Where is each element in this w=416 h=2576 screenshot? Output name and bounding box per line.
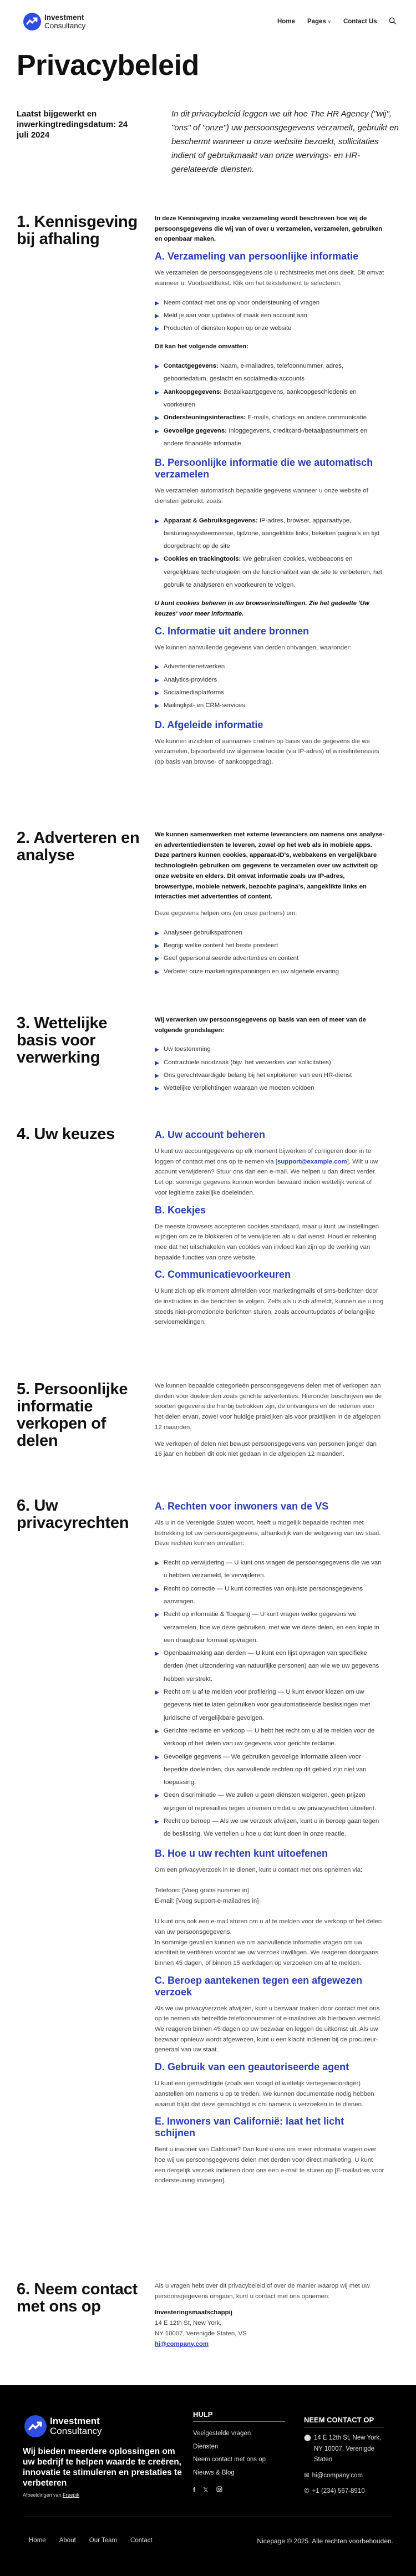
brand-name-bold: Investment [50,2416,100,2426]
image-credit [23,2492,79,2498]
x-icon[interactable]: 𝕏 [203,2486,209,2494]
item-text: Openbaarmaking aan derden — U kunt een lijst opvragen van specifieke derden (met uitzondering van natuurlijke personen) aan wie we uw gegevens hebben verstrekt. [164,1650,379,1683]
site-footer [0,2385,416,2576]
text-line [155,1906,385,1917]
item-text: Analyseer gebruikspatronen [164,929,242,936]
item-text: Geef gepersonaliseerde advertenties en content [164,955,299,962]
chevron-down-icon: ∨ [326,19,331,24]
item-label: Aankoopgegevens: [164,388,222,395]
list-item [155,966,385,978]
paragraph: We verkopen of delen niet bewust persoonsgegevens van personen jonger dan 16 jaar en hebben dit ook niet gedaan in de afgelopen 12 maanden. [155,1440,377,1458]
text-line [155,1875,385,1886]
section-content [155,2281,385,2385]
trend-arrow-logo-icon [24,2415,47,2437]
section-heading: 6. Uw privacyrechten [17,1497,129,1532]
list-item [155,1043,385,1056]
brand-logo[interactable] [23,13,85,31]
item-text: Betaalkaartgegevens, aankoopgeschiedenis en voorkeuren [164,388,357,408]
list-item [155,515,385,553]
paragraph: Als u in de Verenigde Staten woont, heeft u mogelijk bepaalde rechten met betrekking tot uw persoonsgegevens, afhankelijk van de wetgeving van uw staat. Deze rechten kunnen omvatten: [155,1520,381,1547]
contact-title: NEEM CONTACT OP [304,2416,384,2427]
item-label: Cookies en trackingtools: [164,556,241,563]
email-link[interactable]: support@example.com [277,1158,347,1165]
bullet-list [155,360,385,450]
paragraph: Als we uw privacyverzoek afwijzen, kunt u bezwaar maken door contact met ons op te nemen via hetzelfde telefoonnummer of e-mailadres als hierboven vermeld. We reageren binnen 45 dagen op uw bezwaar en leggen de uitkomst uit. Als uw bezwaar opnieuw wordt afgewezen, kunt u een klacht indienen bij de procureur-generaal van uw staat. [155,2005,382,2054]
item-text: Advertentienetwerken [164,663,225,670]
paragraph: U kunt cookies beheren in uw browserinstellingen. Zie het gedeelte 'Uw keuzes' voor meer informatie. [155,600,369,618]
item-text: IP-adres, browser, apparaattype, besturingssysteemversie, tijdzone, aangeklikte links, bekeken pagina's en tijd doorgebracht op de site [164,517,380,550]
item-text: Recht om u af te melden voor profilering — U kunt ervoor kiezen om uw gegevens niet te laten gebruiken voor geautomatiseerde beslissingen met juridische of vergelijkbare gevolgen. [164,1689,371,1721]
nav-home[interactable]: Home [277,18,295,25]
list-item [155,322,385,335]
contact-column [304,2416,384,2502]
paragraph: Bent u inwoner van Californië? Dan kunt u ons om meer informatie vragen over hoe wij uw persoonsgegevens delen met derden voor direct marketing. U kunt een dergelijk verzoek indienen door ons een e-mail te sturen op [E-mailadres voor ondersteuning invoegen]. [155,2146,384,2184]
bullet-list [155,927,385,978]
section-content [155,1126,385,1381]
list-item [155,386,385,412]
paragraph: De meeste browsers accepteren cookies standaard, maar u kunt uw instellingen wijzigen om ze te blokkeren of te verwijderen als u dat wenst. Houd er rekening mee dat het uitschakelen van cookies van invloed kan zijn op de werking van bepaalde functies van onze website. [155,1223,379,1261]
list-item [155,939,385,952]
section-heading: 1. Kennisgeving bij afhaling [17,213,138,248]
section-heading: 5. Persoonlijke informatie verkopen of delen [17,1380,128,1450]
phone-icon: ✆ [304,2488,310,2494]
subsection-heading: C. Beroep aantekenen tegen een afgewezen verzoek [155,1974,363,1998]
subsection-heading: B. Koekjes [155,1204,206,1216]
item-text: Verbeter onze marketinginspanningen en uw algehele ervaring [164,968,339,975]
paragraph: We kunnen aanvullende gegevens van derden ontvangen, waaronder: [155,644,352,651]
item-text: Recht op informatie & Toegang — U kunt vragen welke gegevens we verzamelen, hoe we deze gebruiken, met wie we deze delen, en een kopie in een draagbaar formaat opvragen. [164,1611,379,1644]
policy-section [0,1381,416,1497]
list-item [155,1557,385,1583]
help-title: HULP [193,2410,285,2422]
item-text: Recht op verwijdering — U kunt ons vragen de persoonsgegevens die we van u hebben verzameld, te verwijderen. [164,1559,382,1579]
search-icon[interactable] [389,17,396,27]
brand-name-bold: Investment [44,13,84,22]
nav-pages-label: Pages [307,18,326,25]
paragraph: We verzamelen de persoonsgegevens die u rechtstreeks met ons deelt. Dit omvat wanneer u: Voorbeeldtekst. Klik om het tekstelement te selecteren. [155,270,384,287]
policy-section [0,214,416,830]
policy-section [0,1126,416,1381]
list-item [155,1647,385,1686]
list-item [155,1725,385,1751]
bottom-nav [29,2537,153,2544]
section-content [155,1497,385,2281]
last-updated: Laatst bijgewerkt en inwerkingtredingsdatum: 24 juli 2024 [17,109,128,140]
item-text: Meld je aan voor updates of maak een account aan [164,312,307,319]
subsection-heading: D. Afgeleide informatie [155,719,263,730]
footer-link-services[interactable]: Diensten [193,2443,219,2450]
bottom-nav-about[interactable]: About [59,2537,76,2544]
nav-contact-us[interactable]: Contact Us [343,18,377,25]
bullet-list [155,1043,385,1095]
list-item [155,553,385,592]
site-header [0,0,416,44]
list-item [155,425,385,451]
subsection-heading: D. Gebruik van een geautoriseerde agent [155,2061,349,2073]
bullet-list [155,660,385,712]
list-item [155,952,385,965]
subsection-heading: A. Rechten voor inwoners van de VS [155,1501,329,1512]
footer-link-faq[interactable]: Veelgestelde vragen [193,2430,251,2437]
company-address [155,2308,385,2349]
footer-email[interactable]: hi@company.com [312,2472,363,2479]
list-item [155,660,385,673]
paragraph: Deze gegevens helpen ons (en onze partners) om: [155,910,297,917]
facebook-icon[interactable]: f [193,2486,195,2494]
paragraph: We kunnen inzichten of aannames creëren op basis van de gegevens die we verzamelen, bijvoorbeeld uw algemene locatie (via IP-adres) of winkelinteresses (op basis van browse- of aankoopgedrag). [155,738,379,766]
address-line: 14 E 12th St, New York, [155,2320,222,2327]
paragraph: We verzamelen automatisch bepaalde gegevens wanneer u onze website of diensten gebruikt, zoals: [155,487,368,505]
policy-section [0,2281,416,2385]
list-item [155,674,385,687]
footer-address: 14 E 12th St, New York, NY 10007, Verenigde Staten [313,2435,382,2463]
address-line: NY 10007, Verenigde Staten, VS [155,2330,247,2337]
list-item [155,1815,385,1841]
instagram-icon[interactable] [216,2484,222,2497]
list-item [155,309,385,322]
subsection-heading: C. Communicatievoorkeuren [155,1269,291,1281]
policy-section [0,1015,416,1126]
list-item [155,1069,385,1082]
policy-section [0,830,416,1015]
bullet-list [155,1557,385,1841]
list-item [155,297,385,309]
list-item [155,699,385,712]
item-text: Wettelijke verplichtingen waaraan we moeten voldoen [164,1085,314,1092]
paragraph: We kunnen samenwerken met externe leveranciers om namens ons analyse- en advertentiediensten te leveren, zowel op het web als in mobiele apps. Deze partners kunnen cookies, apparaat-ID's, webbakens en vergelijkbare technologieën gebruiken om gegevens te verzamelen over uw activiteit op onze website en elders. Dit omvat informatie zoals uw IP-adres, browsertype, mobiele netwerk, bezochte pagina's, aangeklikte links en interacties met advertenties of content. [155,831,385,901]
section-content [155,214,385,830]
item-text: We gebruiken cookies, webbeacons en vergelijkbare technologieën om de functionaliteit van de site te verbeteren, het gebruik te analyseren en voorkeuren te volgen. [164,556,382,589]
item-text: Recht op correctie — U kunt correcties van onjuiste persoonsgegevens aanvragen. [164,1585,363,1605]
item-label: Ondersteuningsinteracties: [164,414,246,421]
item-text: E-mails, chatlogs en andere communicatie [246,414,367,421]
freepik-link[interactable]: Freepik [63,2492,80,2498]
brand-name-light: Consultancy [50,2426,102,2436]
company-email-link[interactable]: hi@company.com [155,2340,209,2348]
section-heading: 4. Uw keuzes [17,1125,115,1143]
credit-prefix: Afbeeldingen van [23,2492,62,2498]
paragraph: Dit kan het volgende omvatten: [155,343,248,350]
nav-pages[interactable] [307,18,331,25]
list-item [155,1082,385,1095]
footer-link-news[interactable]: Nieuws & Blog [193,2469,235,2476]
trend-arrow-logo-icon [23,13,41,31]
list-item [155,360,385,386]
list-item [155,687,385,699]
location-pin-icon: ⬤ [304,2435,311,2441]
list-item [155,927,385,939]
item-text: Uw toestemming [164,1046,211,1053]
item-text: Mailinglijst- en CRM-services [164,702,245,709]
bullet-list [155,297,385,336]
item-text: Contractuele noodzaak (bijv. het verwerken van sollicitaties) [164,1059,331,1066]
subsection-heading: B. Persoonlijke informatie die we automatisch verzamelen [155,457,373,480]
footer-tagline: Wij bieden meerdere oplossingen om uw bedrijf te helpen waarde te creëren, innovatie te stimuleren en prestaties te verbeteren [23,2447,182,2488]
list-item [155,1608,385,1647]
paragraph: Let op: sommige gegevens kunnen worden bewaard indien wettelijk vereist of voor legitieme zakelijke doeleinden. [155,1179,372,1196]
item-text: Geen discriminatie — We zullen u geen diensten weigeren, geen prijzen wijzigen of represailles tegen u nemen omdat u uw privacyrechten uitoefent. [164,1792,377,1812]
bullet-list [155,515,385,592]
item-text: Gevoelige gegevens — We gebruiken gevoelige informatie alleen voor beperkte doeleinden, dus aanvullende rechten op dit gebied zijn niet van toepassing. [164,1753,367,1786]
paragraph: In deze Kennisgeving inzake verzameling wordt beschreven hoe wij de persoonsgegevens die wij van of over u verzamelen, verzamelen, gebruiken en openbaar maken. [155,215,383,243]
section-content [155,1015,385,1126]
item-text: Producten of diensten kopen op onze website [164,325,292,332]
item-text: Gerichte reclame en verkoop — U hebt het recht om u af te melden voor de verkoop of het delen van uw gegevens voor gerichte reclame. [164,1727,375,1747]
policy-section [0,1497,416,2281]
item-text: Recht op beroep — Als we uw verzoek afwijzen, kunt u in beroep gaan tegen de beslissing. We vertellen u hoe u dat kunt doen in onze reactie. [164,1818,379,1838]
text-span: ]. Wilt u uw account verwijderen? Stuur ons dan een e-mail. We helpen u dan direct verder. [155,1158,378,1176]
subsection-heading: C. Informatie uit andere bronnen [155,625,310,637]
footer-link-contact[interactable]: Neem contact met ons op [193,2456,266,2463]
text-line: U kunt ons ook een e-mail sturen om u af te melden voor de verkoop of het delen van uw persoonsgegevens. [155,1918,382,1935]
footer-logo[interactable] [24,2415,102,2437]
social-links [193,2484,285,2497]
main-nav [277,18,377,25]
bottom-nav-home[interactable]: Home [29,2537,46,2544]
text-line: In sommige gevallen kunnen we om aanvullende informatie vragen om uw identiteit te verifiëren voordat we uw verzoek inwilligen. We reageren doorgaans binnen 45 dagen, of binnen 15 werkdagen op verzoeken om af te melden. [155,1939,379,1967]
list-item [155,411,385,424]
section-content [155,830,385,1015]
subsection-heading: A. Verzameling van persoonlijke informatie [155,251,359,262]
paragraph: Als u vragen hebt over dit privacybeleid of over de manier waarop wij met uw persoonsgegevens omgaan, kunt u contact met ons opnemen: [155,2283,370,2300]
list-item [155,1686,385,1725]
subsection-heading: E. Inwoners van Californië: laat het licht schijnen [155,2116,344,2139]
section-heading: 6. Neem contact met ons op [17,2280,138,2315]
footer-phone[interactable]: +1 (234) 567-8910 [312,2488,365,2494]
subsection-heading: A. Uw account beheren [155,1129,266,1140]
list-item [155,1789,385,1815]
item-text: Ons gerechtvaardigde belang bij het exploiteren van een HR-dienst [164,1072,352,1079]
bottom-nav-contact[interactable]: Contact [130,2537,153,2544]
paragraph [155,1146,385,1177]
text-span: U kunt uw accountgegevens op elk moment bijwerken of corrigeren door in te loggen of contact met ons op te nemen via [ [155,1148,372,1165]
paragraph: Wij verwerken uw persoonsgegevens op basis van een of meer van de volgende grondslagen: [155,1017,366,1034]
item-text: Socialmediaplatforms [164,689,224,697]
item-label: Apparaat & Gebruiksgegevens: [164,517,258,524]
paragraph: U kunt zich op elk moment afmelden voor marketingmails of sms-berichten door de instructies in die berichten te volgen. Zelfs als u zich afmeldt, kunnen we u nog steeds niet-promotionele berichten sturen, zoals accountupdates of belangrijke servicemeldingen. [155,1288,384,1326]
text-lines [155,1865,385,1969]
item-label: Gevoelige gegevens: [164,427,227,434]
list-item [155,1751,385,1790]
item-label: Contactgegevens: [164,363,219,370]
paragraph: U kunt een gemachtigde (zoals een voogd of wettelijk vertegenwoordiger) aanstellen om namens u op te treden. We kunnen documentatie nodig hebben waaruit blijkt dat deze gemachtigd is om namens u verzoeken in te dienen. [155,2080,374,2108]
item-text: Inloggegevens, creditcard-/betaalpasnummers en andere financiële informatie [164,427,368,447]
item-text: Analytics-providers [164,676,217,683]
text-line: Om een privacyverzoek in te dienen, kunt u contact met ons opnemen via: [155,1866,363,1873]
text-line: E-mail: [Voeg support-e-mailadres in] [155,1897,259,1904]
list-item [155,1056,385,1069]
item-text: Naam, e-mailadres, telefoonnummer, adres, geboortedatum, geslacht en socialmedia-accounts [164,363,344,383]
item-text: Neem contact met ons op voor ondersteuning of vragen [164,299,320,306]
text-line: Telefoon: [Voeg gratis nummer in] [155,1887,249,1894]
section-heading: 2. Adverteren en analyse [17,829,140,864]
copyright: Nicepage © 2025. Alle rechten voorbehouden. [257,2537,393,2545]
item-text: Begrijp welke content het beste presteert [164,942,278,949]
section-content [155,1381,385,1497]
bottom-nav-team[interactable]: Our Team [89,2537,118,2544]
subsection-heading: B. Hoe u uw rechten kunt uitoefenen [155,1847,328,1859]
section-heading: 3. Wettelijke basis voor verwerking [17,1014,108,1066]
company-name: Investeringsmaatschappij [155,2309,232,2316]
list-item [155,1583,385,1609]
mail-icon: ✉ [304,2472,310,2479]
help-column [193,2410,285,2497]
intro-text: In dit privacybeleid leggen we uit hoe The HR Agency ("wij", "ons" of "onze") uw persoonsgegevens verzamelt, gebruikt en beschermt wanneer u onze website bezoekt, sollicitaties indient of gebruikmaakt van onze wervings- en HR-gerelateerde diensten. [171,109,399,174]
paragraph: We kunnen bepaalde categorieën persoonsgegevens delen met of verkopen aan derden voor doeleinden zoals gerichte advertenties. Hieronder beschrijven we de soorten gegevens die hierbij betrokken zijn, de ontvangers en de redenen voor het delen ervan, zowel voor huidige praktijken als voor praktijken in de afgelopen 12 maanden. [155,1383,382,1431]
page-title: Privacybeleid [17,49,199,82]
brand-name-light: Consultancy [44,22,86,30]
